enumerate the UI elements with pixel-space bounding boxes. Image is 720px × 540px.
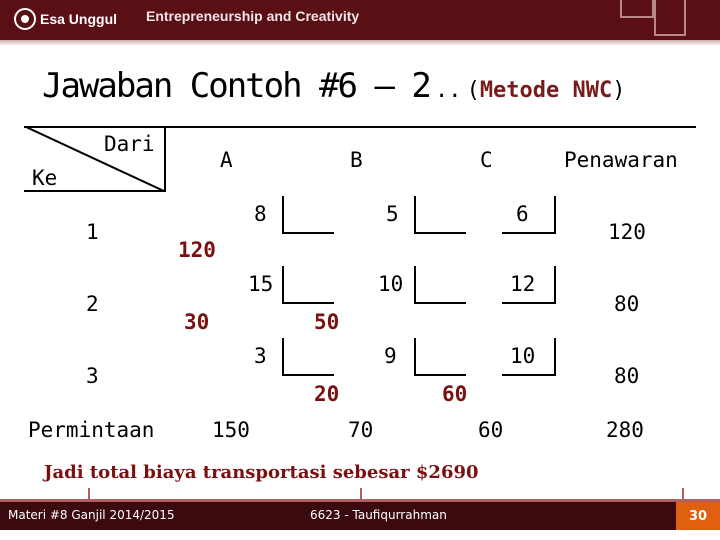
cost-3-c: 10 [510,344,536,368]
footer-course-info: Materi #8 Ganjil 2014/2015 [8,508,175,522]
supply-2: 80 [614,292,640,316]
logo-text: Esa Unggul [40,11,118,27]
cost-1-b: 5 [386,202,399,226]
demand-a: 150 [212,418,250,442]
supply-header: Penawaran [564,148,678,172]
column-header-c: C [480,148,493,172]
logo-mark-icon [14,8,36,30]
slide-header [0,0,720,40]
demand-b: 70 [348,418,374,442]
transportation-table [24,126,696,446]
footer-author: 6623 - Taufiqurrahman [310,508,447,522]
cost-2-a: 15 [248,272,274,296]
column-header-b: B [350,148,363,172]
row-label-1: 1 [86,220,99,244]
title-dots: .. [434,78,462,103]
supply-1: 120 [608,220,646,244]
title-paren-open: ( [466,78,480,103]
cost-2-b: 10 [378,272,404,296]
supply-3: 80 [614,364,640,388]
corner-to-label: Ke [32,166,58,190]
demand-header: Permintaan [28,418,155,442]
cost-3-b: 9 [384,344,397,368]
demand-c: 60 [478,418,504,442]
university-logo [14,6,134,32]
allocation-2-b: 50 [314,310,340,334]
allocation-3-c: 60 [442,382,468,406]
page-number: 30 [676,502,720,530]
column-header-a: A [220,148,233,172]
title-method: Metode NWC [479,78,613,103]
row-label-2: 2 [86,292,99,316]
cost-3-a: 3 [254,344,267,368]
total-cost-summary: Jadi total biaya transportasi sebesar $2690 [44,462,479,483]
slide-footer [0,472,720,540]
course-title: Entrepreneurship and Creativity [146,8,360,24]
corner-from-label: Dari [104,132,155,156]
allocation-3-b: 20 [314,382,340,406]
row-label-3: 3 [86,364,99,388]
header-divider [0,40,720,46]
allocation-1-a: 120 [178,238,216,262]
total-supply-demand: 280 [606,418,644,442]
cost-1-c: 6 [516,202,529,226]
decorative-box [620,0,654,18]
cost-2-c: 12 [510,272,536,296]
title-main: Jawaban Contoh #6 – 2 [42,66,430,106]
cost-1-a: 8 [254,202,267,226]
decorative-box [654,0,686,36]
allocation-2-a: 30 [184,310,210,334]
slide-title [42,66,702,116]
title-paren-close: ) [612,78,626,103]
